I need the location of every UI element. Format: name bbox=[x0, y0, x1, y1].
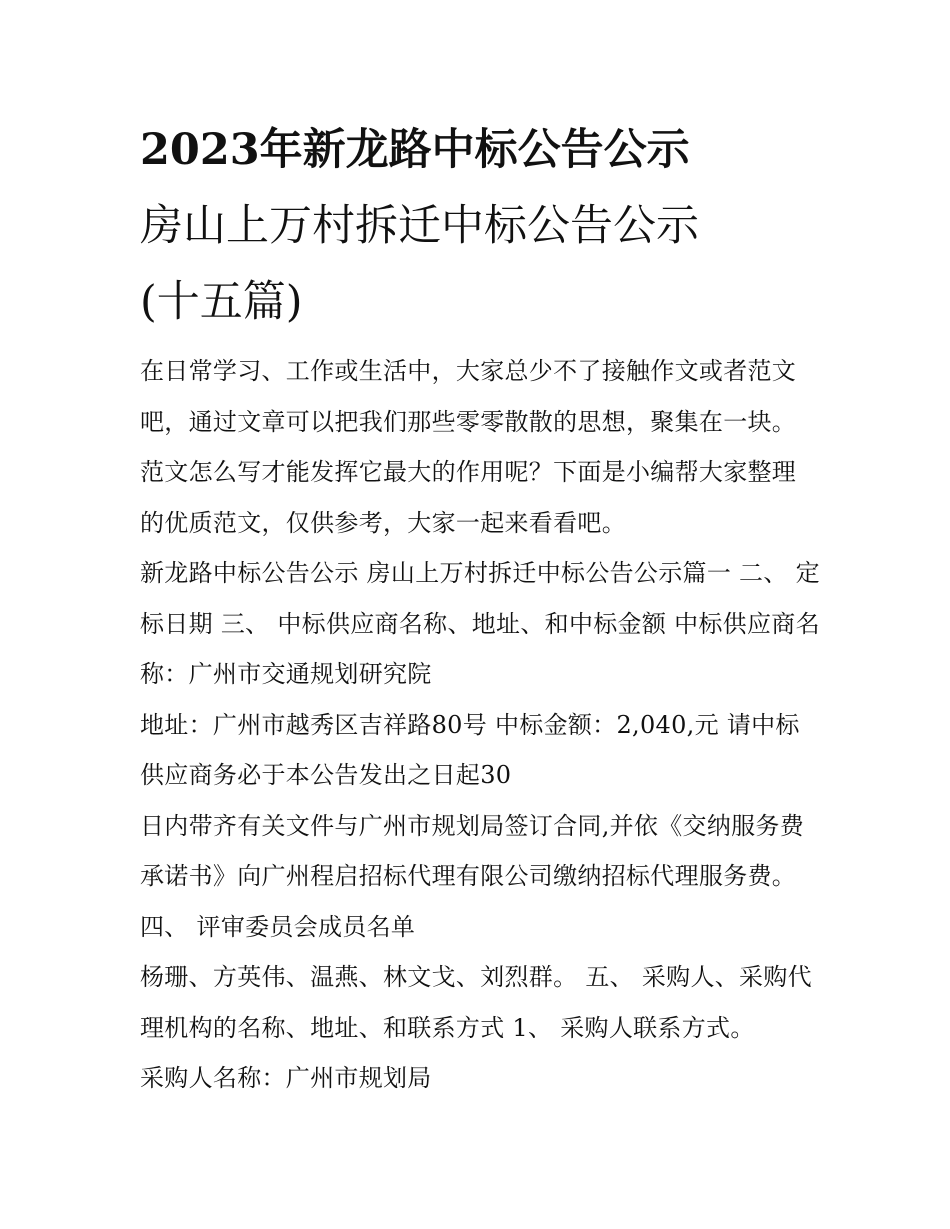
bid-winner-paragraph: 新龙路中标公告公示 房山上万村拆迁中标公告公示篇一 二、 定标日期 三、 中标供应商名称、地址、和中标金额 中标供应商名称：广州市交通规划研究院 bbox=[140, 559, 820, 688]
document-title-line-3: (十五篇) bbox=[140, 277, 303, 327]
committee-paragraph: 杨珊、方英伟、温燕、林文戈、刘烈群。 五、 采购人、采购代理机构的名称、地址、和联系方式 1、 采购人联系方式。 bbox=[140, 963, 812, 1042]
document-page bbox=[140, 112, 820, 1104]
document-body bbox=[140, 346, 820, 1104]
document-title-line-2: 房山上万村拆迁中标公告公示 bbox=[140, 201, 699, 251]
purchaser-paragraph: 采购人名称：广州市规划局 bbox=[140, 1064, 432, 1092]
contract-paragraph: 日内带齐有关文件与广州市规划局签订合同,并依《交纳服务费承诺书》向广州程启招标代理有限公司缴纳招标代理服务费。 四、 评审委员会成员名单 bbox=[140, 811, 805, 941]
document-title-line-1: 2023年新龙路中标公告公示 bbox=[140, 125, 690, 175]
address-amount-paragraph: 地址：广州市越秀区吉祥路80号 中标金额：2,040,元 请中标供应商务必于本公告发出之日起30 bbox=[140, 710, 800, 789]
intro-paragraph: 在日常学习、工作或生活中，大家总少不了接触作文或者范文吧，通过文章可以把我们那些零零散散的思想，聚集在一块。范文怎么写才能发挥它最大的作用呢？下面是小编帮大家整理的优质范文，仅供参考，大家一起来看看吧。 bbox=[140, 357, 797, 537]
